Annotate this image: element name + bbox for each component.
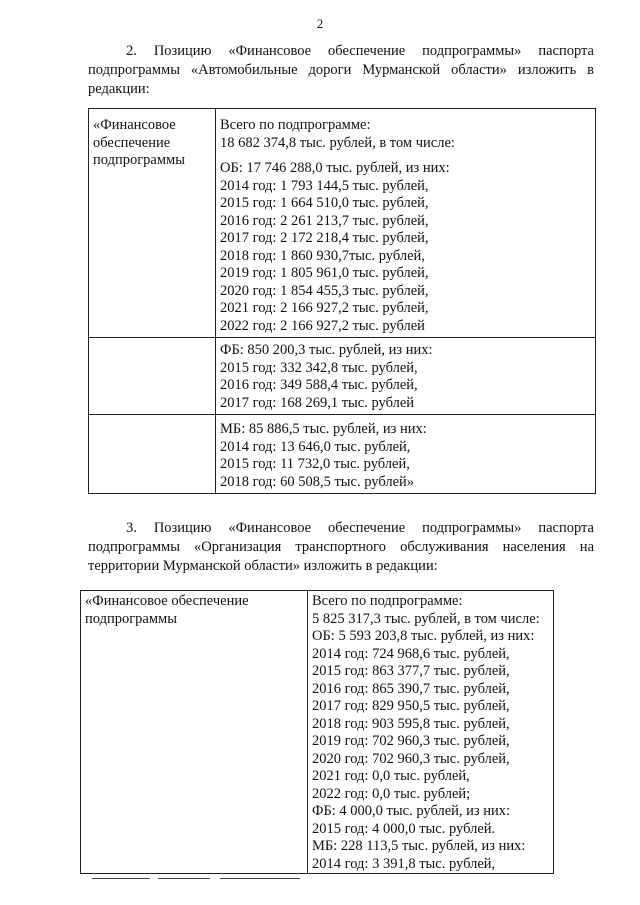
- value-line: 2015 год: 863 377,7 тыс. рублей,: [312, 663, 510, 679]
- label-line: «Финансовое: [93, 117, 176, 133]
- table-label-cell: [89, 109, 216, 338]
- table-label-cell: [81, 591, 308, 874]
- paragraph-line: подпрограммы «Организация транспортного обслуживания населения на: [88, 539, 594, 555]
- value-line: 2015 год: 332 342,8 тыс. рублей,: [220, 359, 418, 376]
- value-line: 2014 год: 3 391,8 тыс. рублей,: [312, 855, 496, 872]
- value-line: Всего по подпрограмме:: [220, 117, 371, 133]
- value-line: 2014 год: 13 646,0 тыс. рублей,: [220, 438, 411, 455]
- value-line: 2018 год: 903 595,8 тыс. рублей,: [312, 715, 510, 732]
- label-line: подпрограммы: [93, 152, 185, 168]
- value-line: 2017 год: 2 172 218,4 тыс. рублей,: [220, 230, 429, 246]
- value-line: 2016 год: 2 261 213,7 тыс. рублей,: [220, 212, 429, 229]
- table-value-cell: [216, 109, 596, 338]
- footer-rule: [92, 878, 150, 879]
- value-line: 2014 год: 724 968,6 тыс. рублей,: [312, 645, 510, 662]
- footer-rule: [220, 878, 300, 879]
- value-line: 2019 год: 702 960,3 тыс. рублей,: [312, 733, 510, 749]
- value-line: 2021 год: 0,0 тыс. рублей,: [312, 768, 470, 784]
- value-line: 2017 год: 168 269,1 тыс. рублей: [220, 394, 415, 411]
- table-label-cell: [89, 415, 216, 494]
- value-line: ОБ: 17 746 288,0 тыс. рублей, из них:: [220, 160, 450, 176]
- table-value-cell: [308, 591, 554, 874]
- section-3-paragraph: [88, 519, 594, 576]
- value-line: МБ: 85 886,5 тыс. рублей, из них:: [220, 421, 427, 437]
- value-line: 18 682 374,8 тыс. рублей, в том числе:: [220, 134, 455, 151]
- value-line: ОБ: 5 593 203,8 тыс. рублей, из них:: [312, 628, 535, 644]
- value-line: 2018 год: 60 508,5 тыс. рублей»: [220, 473, 415, 490]
- value-line: ФБ: 4 000,0 тыс. рублей, из них:: [312, 803, 511, 819]
- value-line: 2015 год: 1 664 510,0 тыс. рублей,: [220, 195, 429, 211]
- value-line: 2016 год: 865 390,7 тыс. рублей,: [312, 680, 510, 697]
- paragraph-line: 3. Позицию «Финансовое обеспечение подпрограммы» паспорта: [126, 520, 594, 536]
- financing-table-roads: [88, 108, 596, 494]
- table-label-cell: [89, 338, 216, 415]
- table-row: [81, 591, 554, 874]
- table-row: [89, 415, 596, 494]
- label-line: «Финансовое обеспечение: [85, 593, 249, 609]
- value-line: 2017 год: 829 950,5 тыс. рублей,: [312, 698, 510, 714]
- page-number: 2: [316, 16, 324, 31]
- footer-rule: [158, 878, 210, 879]
- value-line: ФБ: 850 200,3 тыс. рублей, из них:: [220, 342, 433, 358]
- table-value-cell: [216, 338, 596, 415]
- value-line: 2020 год: 1 854 455,3 тыс. рублей,: [220, 282, 429, 299]
- value-line: 2015 год: 11 732,0 тыс. рублей,: [220, 456, 410, 472]
- value-line: Всего по подпрограмме:: [312, 593, 463, 609]
- value-line: 2021 год: 2 166 927,2 тыс. рублей,: [220, 300, 429, 316]
- value-line: 2015 год: 4 000,0 тыс. рублей.: [312, 820, 496, 837]
- label-line: подпрограммы: [85, 610, 177, 627]
- financing-table-transport: [80, 590, 554, 874]
- table-value-cell: [216, 415, 596, 494]
- label-line: обеспечение: [93, 134, 171, 151]
- paragraph-line: редакции:: [88, 81, 150, 97]
- paragraph-line: территории Мурманской области» изложить в редакции:: [88, 558, 438, 574]
- table-row: [89, 338, 596, 415]
- value-line: 2020 год: 702 960,3 тыс. рублей,: [312, 750, 510, 767]
- value-line: 2019 год: 1 805 961,0 тыс. рублей,: [220, 265, 429, 281]
- value-line: 2022 год: 2 166 927,2 тыс. рублей: [220, 317, 425, 334]
- value-line: 5 825 317,3 тыс. рублей, в том числе:: [312, 610, 540, 627]
- value-line: 2022 год: 0,0 тыс. рублей;: [312, 785, 471, 802]
- value-line: 2018 год: 1 860 930,7тыс. рублей,: [220, 247, 425, 264]
- paragraph-line: 2. Позицию «Финансовое обеспечение подпрограммы» паспорта: [126, 43, 594, 59]
- value-line: МБ: 228 113,5 тыс. рублей, из них:: [312, 838, 526, 854]
- table-row: [89, 109, 596, 338]
- section-2-paragraph: [88, 42, 594, 99]
- value-line: 2014 год: 1 793 144,5 тыс. рублей,: [220, 177, 429, 194]
- value-line: 2016 год: 349 588,4 тыс. рублей,: [220, 377, 418, 393]
- paragraph-line: подпрограммы «Автомобильные дороги Мурманской области» изложить в: [88, 62, 594, 78]
